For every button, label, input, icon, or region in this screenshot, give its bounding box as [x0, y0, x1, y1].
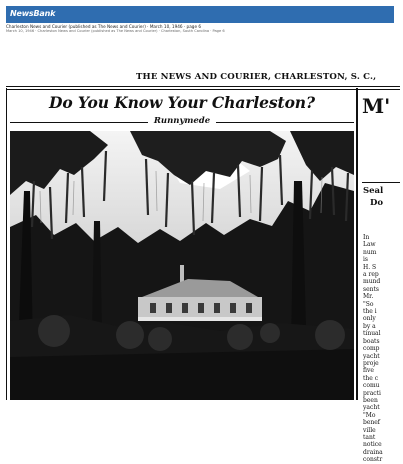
adjacent-text-line: a rep: [363, 271, 379, 279]
feature-headline: Do You Know Your Charleston?: [49, 93, 315, 112]
newsbank-header-bar: [6, 6, 394, 23]
adjacent-text-line: draina: [363, 448, 383, 456]
subhead-rule-right: [216, 122, 354, 123]
masthead-rule: [6, 86, 400, 87]
adjacent-text-line: sents: [363, 285, 379, 293]
adjacent-rule: [362, 182, 400, 183]
adjacent-text-line: benef: [363, 419, 381, 427]
adjacent-text-line: Law: [363, 241, 376, 249]
adjacent-text-line: the i: [363, 308, 377, 316]
adjacent-text-line: notice: [363, 441, 382, 449]
feature-subhead-row: [10, 116, 354, 128]
adjacent-text-line: boats: [363, 337, 380, 345]
adjacent-text-line: H. S: [363, 263, 377, 271]
adjacent-text-line: the c: [363, 374, 379, 382]
adjacent-text-line: yacht: [363, 352, 380, 360]
newspaper-page: [0, 60, 400, 464]
adjacent-text-line: only: [363, 315, 376, 323]
masthead-rule-thin: [6, 89, 400, 90]
newspaper-masthead: THE NEWS AND COURIER, CHARLESTON, S. C.,: [136, 72, 377, 82]
adjacent-article-column: [358, 88, 400, 464]
adjacent-text-line: In: [363, 234, 370, 241]
adjacent-text-line: practi: [363, 389, 381, 397]
feature-subhead: Runnymede: [153, 116, 211, 126]
adjacent-text-line: num: [363, 248, 377, 256]
adjacent-text-line: mund: [363, 278, 381, 286]
adjacent-headline: M': [362, 94, 391, 118]
adjacent-body-text: [363, 234, 403, 464]
adjacent-text-line: tant: [363, 433, 376, 441]
adjacent-subhead-line-2: Do: [370, 198, 384, 208]
adjacent-text-line: is: [363, 256, 368, 264]
runnymede-photo: [10, 131, 354, 400]
newsbank-logo[interactable]: NewsBank: [10, 9, 56, 18]
adjacent-text-line: five: [363, 367, 374, 375]
adjacent-text-line: tinual: [363, 330, 381, 338]
adjacent-text-line: "So: [363, 300, 374, 308]
adjacent-text-line: Mr.: [363, 293, 374, 301]
adjacent-text-line: "Mo: [363, 411, 376, 419]
adjacent-text-line: ville: [363, 426, 376, 434]
citation-detail: March 10, 1946 · Charleston News and Courier (published as The News and Courier) · Charleston, South Carolina · Page 6: [6, 29, 225, 33]
feature-border-left: [6, 88, 7, 400]
adjacent-text-line: by a: [363, 322, 376, 330]
photo-image: [10, 131, 354, 400]
adjacent-text-line: proje: [363, 359, 379, 367]
citation-title: Charleston News and Courier (published as The News and Courier) · March 10, 1946 · page 6: [6, 24, 202, 29]
adjacent-text-line: constr: [363, 456, 383, 464]
adjacent-text-line: comp: [363, 345, 380, 353]
adjacent-text-line: yacht: [363, 404, 380, 412]
adjacent-text-line: comu: [363, 382, 380, 390]
adjacent-subhead-line-1: Seal: [363, 186, 384, 196]
adjacent-text-line: been: [363, 396, 378, 404]
